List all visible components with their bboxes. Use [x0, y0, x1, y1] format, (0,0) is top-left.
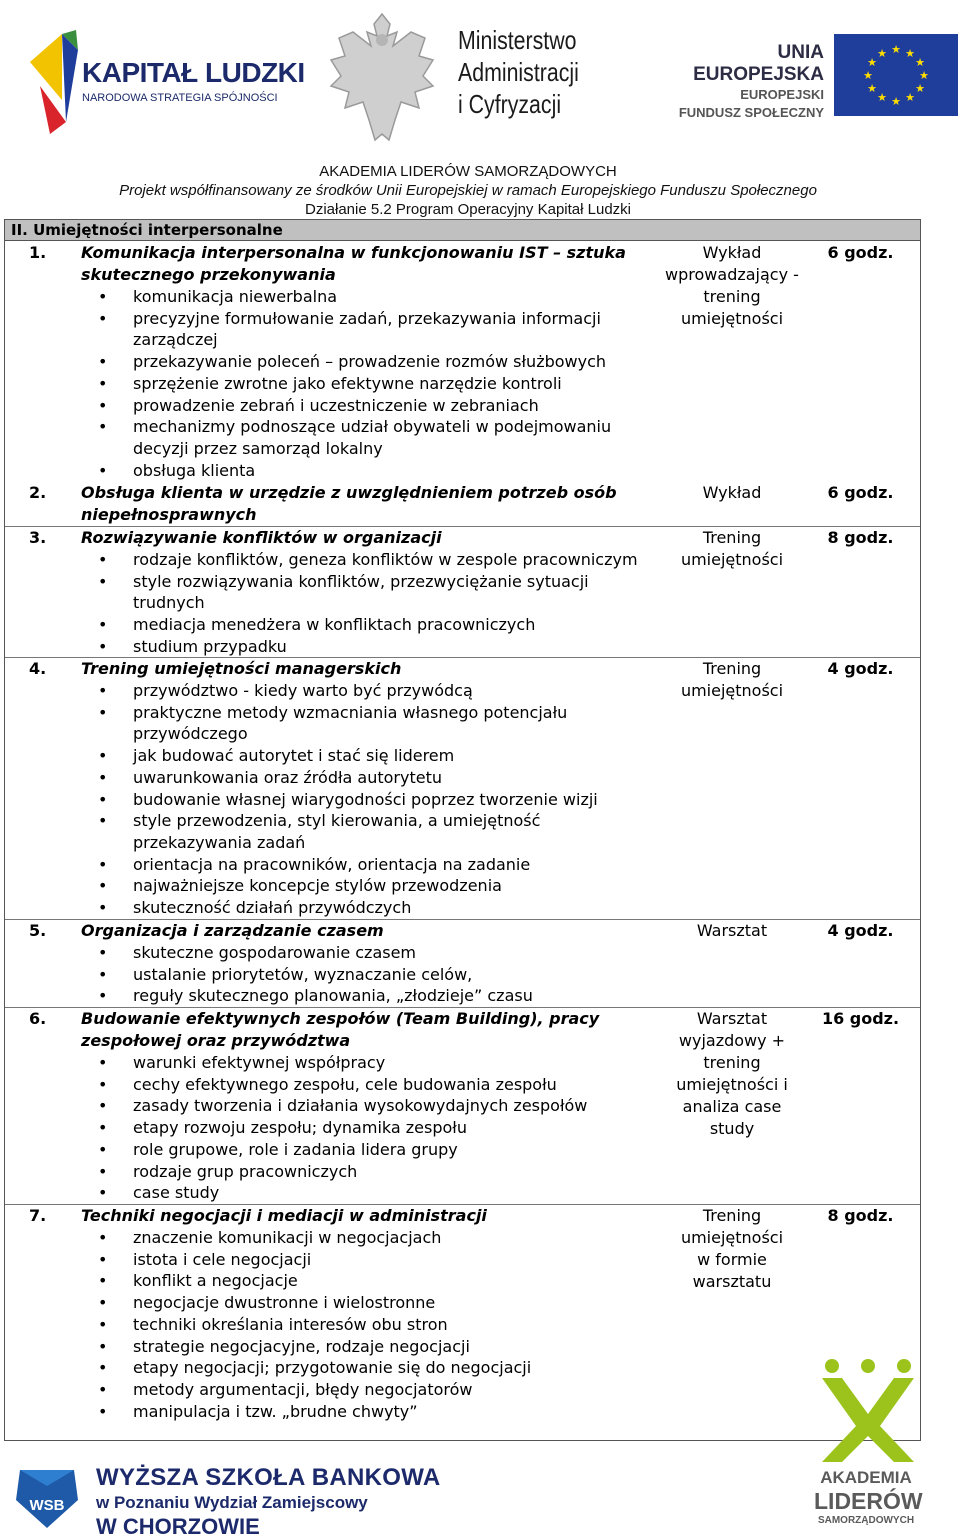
module-number: 4.	[29, 659, 47, 678]
eu-logo-text	[652, 42, 824, 122]
topic-item: • istota i cele negocjacji	[81, 1249, 661, 1271]
module-title: Obsługa klienta w urzędzie z uwzględnieniem potrzeb osób niepełnosprawnych	[81, 483, 617, 524]
ministry-line-3: i Cyfryzacji	[458, 89, 562, 119]
academy-line-1: AKADEMIA	[820, 1468, 912, 1487]
topic-item: • skuteczne gospodarowanie czasem	[81, 942, 661, 964]
topic-item: • warunki efektywnej współpracy	[81, 1052, 661, 1074]
module-number: 7.	[29, 1206, 47, 1225]
svg-text:★: ★	[919, 69, 929, 82]
module-topics	[81, 1052, 661, 1204]
eu-line-2: EUROPEJSKI	[740, 87, 824, 102]
svg-text:★: ★	[867, 56, 877, 69]
module-hours: 8 godz.	[827, 528, 894, 547]
topic-item: • negocjacje dwustronne i wielostronne	[81, 1292, 661, 1314]
topic-item: • role grupowe, role i zadania lidera grupy	[81, 1139, 661, 1161]
eu-line-3: FUNDUSZ SPOŁECZNY	[678, 105, 824, 120]
topic-item: • ustalanie priorytetów, wyznaczanie celów,	[81, 964, 661, 986]
module-hours: 4 godz.	[827, 921, 894, 940]
topic-item: • techniki określania interesów obu stron	[81, 1314, 661, 1336]
wsb-logo-icon	[12, 1466, 82, 1532]
module-form: Wykład	[702, 483, 762, 502]
module-form: Warsztat wyjazdowy + trening umiejętności i analiza case study	[676, 1009, 788, 1138]
topic-item: • reguły skutecznego planowania, „złodzieje” czasu	[81, 985, 661, 1007]
topic-item: • etapy negocjacji; przygotowanie się do negocjacji	[81, 1357, 661, 1379]
wsb-line-3: W CHORZOWIE	[96, 1514, 260, 1539]
module-title: Komunikacja interpersonalna w funkcjonowaniu IST – sztuka skutecznego przekonywania	[81, 243, 626, 284]
project-header: Projekt współfinansowany ze środków Unii Europejskiej w ramach Europejskiego Funduszu Społecznego	[119, 182, 817, 199]
module-number: 1.	[29, 243, 47, 262]
module-topics	[81, 1227, 661, 1422]
topic-item: • zasady tworzenia i działania wysokowydajnych zespołów	[81, 1095, 661, 1117]
topic-item: • metody argumentacji, błędy negocjatorów	[81, 1379, 661, 1401]
svg-text:★: ★	[905, 91, 915, 104]
topic-item: • uwarunkowania oraz źródła autorytetu	[81, 767, 661, 789]
ministry-line-1: Ministerstwo	[458, 25, 577, 55]
topic-item: • precyzyjne formułowanie zadań, przekazywania informacji zarządczej	[81, 308, 661, 351]
module-title: Budowanie efektywnych zespołów (Team Building), pracy zespołowej oraz przywództwa	[81, 1009, 600, 1050]
svg-text:★: ★	[891, 43, 901, 56]
topic-item: • przekazywanie poleceń – prowadzenie rozmów służbowych	[81, 351, 661, 373]
topic-item: • najważniejsze koncepcje stylów przewodzenia	[81, 875, 661, 897]
kapital-ludzki-title: KAPITAŁ LUDZKI	[82, 57, 305, 88]
section-title: II. Umiejętności interpersonalne	[11, 221, 283, 239]
svg-text:★: ★	[877, 47, 887, 60]
topic-item: • jak budować autorytet i stać się liderem	[81, 745, 661, 767]
module-topics	[81, 680, 661, 919]
module-form: Wykład wprowadzający - trening umiejętności	[665, 243, 799, 328]
module-hours: 8 godz.	[827, 1206, 894, 1225]
topic-item: • etapy rozwoju zespołu; dynamika zespołu	[81, 1117, 661, 1139]
module-topics	[81, 549, 661, 658]
topic-item: • case study	[81, 1182, 661, 1204]
academy-header: AKADEMIA LIDERÓW SAMORZĄDOWYCH	[319, 163, 617, 180]
kapital-ludzki-subtitle: NARODOWA STRATEGIA SPÓJNOŚCI	[82, 92, 278, 104]
svg-text:★: ★	[867, 82, 877, 95]
topic-item: • style rozwiązywania konfliktów, przezwyciężanie sytuacji trudnych	[81, 571, 661, 614]
academy-line-2: LIDERÓW	[814, 1488, 923, 1514]
topic-item: • znaczenie komunikacji w negocjacjach	[81, 1227, 661, 1249]
module-number: 5.	[29, 921, 47, 940]
module-form: Trening umiejętności	[680, 528, 784, 569]
eagle-emblem-icon	[318, 6, 446, 146]
module-form: Trening umiejętności	[680, 659, 784, 700]
topic-item: • praktyczne metody wzmacniania własnego potencjału przywódczego	[81, 702, 661, 745]
eu-line-1: UNIA EUROPEJSKA	[693, 42, 824, 85]
module-hours: 16 godz.	[821, 1009, 900, 1028]
topic-item: • studium przypadku	[81, 636, 661, 658]
wsb-line-2: w Poznaniu Wydział Zamiejscowy	[96, 1493, 368, 1512]
svg-text:★: ★	[915, 56, 925, 69]
topic-item: • obsługa klienta	[81, 460, 661, 482]
wsb-badge-text: WSB	[29, 1497, 65, 1514]
header-logos	[0, 0, 960, 160]
topic-item: • sprzężenie zwrotne jako efektywne narzędzie kontroli	[81, 373, 661, 395]
module-number: 6.	[29, 1009, 47, 1028]
module-number: 2.	[29, 483, 47, 502]
topic-item: • style przewodzenia, styl kierowania, a umiejętność przekazywania zadań	[81, 810, 661, 853]
topic-item: • budowanie własnej wiarygodności poprzez tworzenie wizji	[81, 789, 661, 811]
svg-text:★: ★	[915, 82, 925, 95]
module-hours: 6 godz.	[827, 483, 894, 502]
topic-item: • strategie negocjacyjne, rodzaje negocjacji	[81, 1336, 661, 1358]
module-hours: 6 godz.	[827, 243, 894, 262]
eu-flag-icon	[834, 34, 958, 116]
program-table	[4, 219, 921, 1441]
academy-line-3: SAMORZĄDOWYCH	[817, 1515, 915, 1526]
module-topics	[81, 942, 661, 1007]
topic-item: • skuteczność działań przywódczych	[81, 897, 661, 919]
module-form: Warsztat	[696, 921, 768, 940]
module-topics	[81, 286, 661, 481]
module-number: 3.	[29, 528, 47, 547]
topic-item: • przywództwo - kiedy warto być przywódcą	[81, 680, 661, 702]
topic-item: • mediacja menedżera w konfliktach pracowniczych	[81, 614, 661, 636]
topic-item: • rodzaje konfliktów, geneza konfliktów w zespole pracowniczym	[81, 549, 661, 571]
module-title: Techniki negocjacji i mediacji w administracji	[81, 1206, 487, 1225]
ministry-logo	[458, 24, 579, 120]
action-header: Działanie 5.2 Program Operacyjny Kapitał Ludzki	[305, 201, 631, 218]
topic-item: • orientacja na pracowników, orientacja na zadanie	[81, 854, 661, 876]
module-title: Trening umiejętności managerskich	[81, 659, 402, 678]
svg-text:★: ★	[891, 95, 901, 108]
section-header	[5, 220, 920, 241]
topic-item: • manipulacja i tzw. „brudne chwyty”	[81, 1401, 661, 1423]
academy-leaders-logo	[814, 1468, 923, 1528]
kapital-ludzki-logo	[82, 58, 305, 104]
ministry-line-2: Administracji	[458, 57, 579, 87]
topic-item: • cechy efektywnego zespołu, cele budowania zespołu	[81, 1074, 661, 1096]
svg-text:★: ★	[863, 69, 873, 82]
module-form: Trening umiejętności w formie warsztatu	[680, 1206, 784, 1291]
wsb-logo	[96, 1464, 441, 1540]
svg-text:★: ★	[905, 47, 915, 60]
topic-item: • rodzaje grup pracowniczych	[81, 1161, 661, 1183]
svg-text:★: ★	[877, 91, 887, 104]
academy-leaders-icon	[808, 1356, 928, 1466]
topic-item: • komunikacja niewerbalna	[81, 286, 661, 308]
module-title: Organizacja i zarządzanie czasem	[81, 921, 384, 940]
topic-item: • konflikt a negocjacje	[81, 1270, 661, 1292]
wsb-line-1: WYŻSZA SZKOŁA BANKOWA	[96, 1464, 441, 1491]
topic-item: • prowadzenie zebrań i uczestniczenie w zebraniach	[81, 395, 661, 417]
module-title: Rozwiązywanie konfliktów w organizacji	[81, 528, 442, 547]
topic-item: • mechanizmy podnoszące udział obywateli w podejmowaniu decyzji przez samorząd lokalny	[81, 416, 661, 459]
module-hours: 4 godz.	[827, 659, 894, 678]
